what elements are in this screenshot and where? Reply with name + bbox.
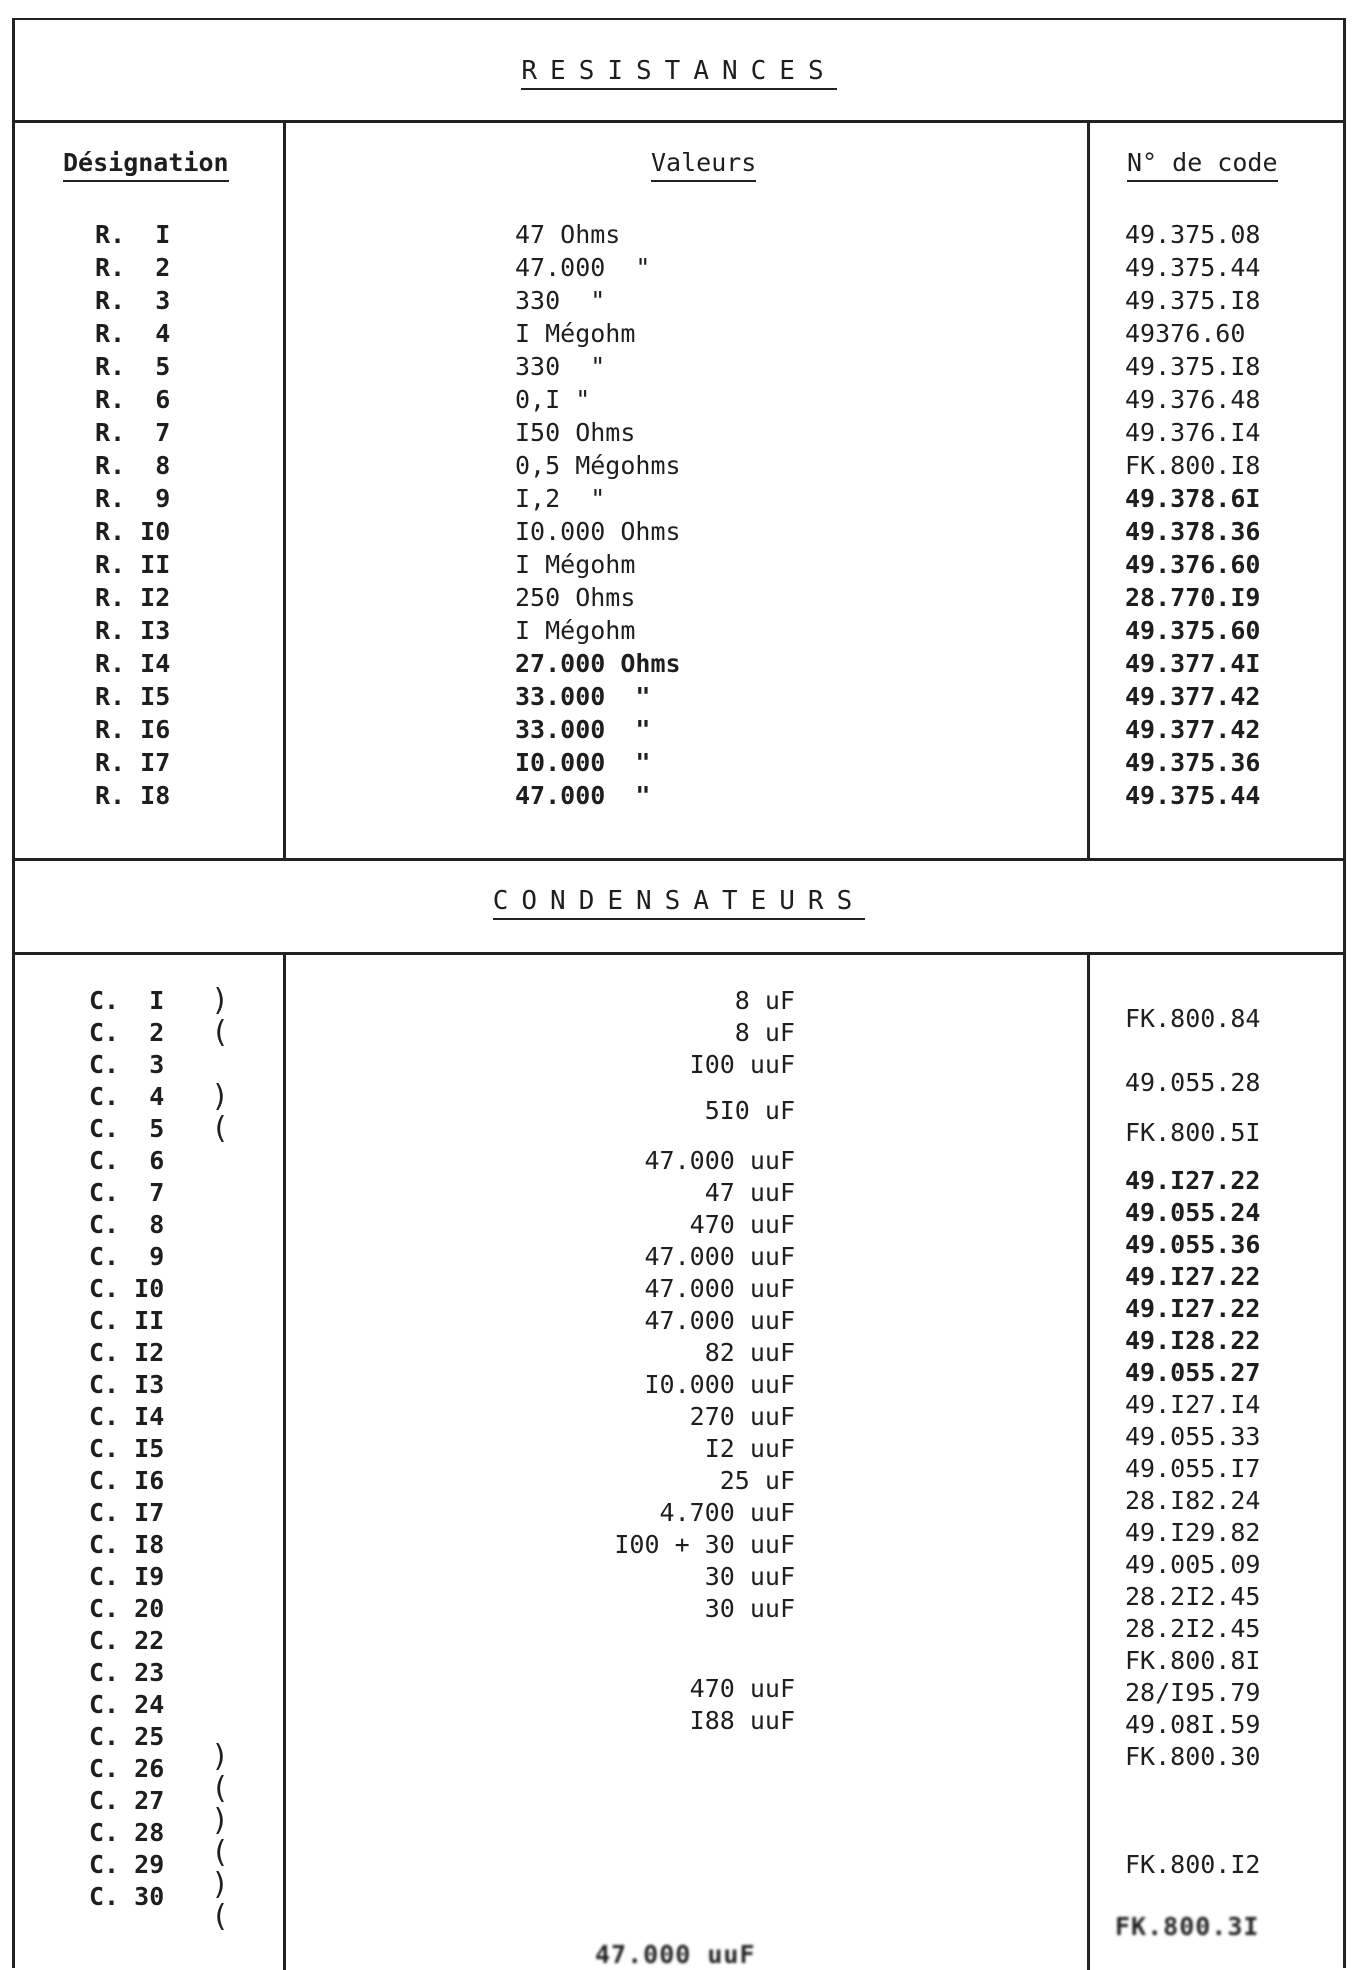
resistance-value: 47.000 " <box>515 781 651 810</box>
resistance-designation: R. I6 <box>95 715 171 744</box>
capacitor-designation: C. 20 <box>89 1594 165 1623</box>
capacitor-code: FK.800.I2 <box>1125 1850 1261 1879</box>
resistance-value: 330 " <box>515 286 606 315</box>
resistance-value: 330 " <box>515 352 606 381</box>
column-divider <box>1087 954 1090 1970</box>
capacitor-value: 270 uuF <box>689 1402 795 1431</box>
capacitor-code: 28.2I2.45 <box>1125 1582 1261 1611</box>
capacitor-designation: C. I4 <box>89 1402 165 1431</box>
resistance-value: I50 Ohms <box>515 418 636 447</box>
group-bracket: ( <box>211 1015 230 1050</box>
resistance-code: 49376.60 <box>1125 319 1246 348</box>
group-bracket: ) <box>211 1739 230 1774</box>
resistance-code: 28.770.I9 <box>1125 583 1261 612</box>
capacitor-value: I00 + 30 uuF <box>614 1530 795 1559</box>
capacitor-value: I88 uuF <box>689 1706 795 1735</box>
resistance-designation: R. 4 <box>95 319 171 348</box>
capacitor-designation: C. II <box>89 1306 165 1335</box>
designation-header: Désignation <box>63 148 229 177</box>
capacitor-designation: C. 30 <box>89 1882 165 1911</box>
resistance-designation: R. 6 <box>95 385 171 414</box>
resistance-code: 49.377.42 <box>1125 682 1261 711</box>
capacitor-designation: C. I8 <box>89 1530 165 1559</box>
resistance-code: 49.375.44 <box>1125 253 1261 282</box>
capacitor-code: 49.I28.22 <box>1125 1326 1261 1355</box>
capacitor-designation: C. 5 <box>89 1114 165 1143</box>
group-bracket: ( <box>211 1771 230 1806</box>
code-header: N° de code <box>1127 148 1278 177</box>
resistance-code: 49.375.36 <box>1125 748 1261 777</box>
capacitor-designation: C. 3 <box>89 1050 165 1079</box>
resistance-value: 47.000 " <box>515 253 651 282</box>
resistance-designation: R. I8 <box>95 781 171 810</box>
resistance-value: I0.000 Ohms <box>515 517 681 546</box>
capacitor-value: 82 uuF <box>704 1338 795 1367</box>
capacitor-designation: C. I9 <box>89 1562 165 1591</box>
capacitor-value: 30 uuF <box>704 1594 795 1623</box>
capacitor-code: FK.800.5I <box>1125 1118 1261 1147</box>
resistance-code: 49.375.I8 <box>1125 286 1261 315</box>
capacitor-code: 49.055.24 <box>1125 1198 1261 1227</box>
capacitor-code: 49.I27.22 <box>1125 1262 1261 1291</box>
group-bracket: ) <box>211 983 230 1018</box>
resistance-designation: R. I3 <box>95 616 171 645</box>
capacitor-designation: C. I6 <box>89 1466 165 1495</box>
group-bracket: ) <box>211 1867 230 1902</box>
capacitor-code: FK.800.8I <box>1125 1646 1261 1675</box>
capacitor-code: 49.005.09 <box>1125 1550 1261 1579</box>
capacitor-designation: C. 4 <box>89 1082 165 1111</box>
resistance-value: 33.000 " <box>515 715 651 744</box>
resistance-designation: R. I7 <box>95 748 171 777</box>
capacitor-code: 28/I95.79 <box>1125 1678 1261 1707</box>
condensateurs-title: CONDENSATEURS <box>15 886 1343 916</box>
capacitor-designation: C. 25 <box>89 1722 165 1751</box>
capacitor-designation: C. I0 <box>89 1274 165 1303</box>
capacitor-value: 8 uF <box>734 1018 795 1047</box>
capacitor-bottom-value: 47.000 uuF <box>595 1940 756 1969</box>
capacitor-designation: C. 24 <box>89 1690 165 1719</box>
resistance-designation: R. 8 <box>95 451 171 480</box>
capacitor-value: I00 uuF <box>689 1050 795 1079</box>
capacitor-code: 49.055.33 <box>1125 1422 1261 1451</box>
resistance-value: 47 Ohms <box>515 220 621 249</box>
column-divider <box>283 122 286 858</box>
resistance-designation: R. I4 <box>95 649 171 678</box>
capacitor-designation: C. 6 <box>89 1146 165 1175</box>
capacitor-value: 25 uF <box>719 1466 795 1495</box>
resistance-designation: R. 9 <box>95 484 171 513</box>
capacitor-value: I0.000 uuF <box>644 1370 795 1399</box>
group-bracket: ) <box>211 1803 230 1838</box>
capacitor-designation: C. 8 <box>89 1210 165 1239</box>
capacitor-code: 28.I82.24 <box>1125 1486 1261 1515</box>
capacitor-designation: C. 23 <box>89 1658 165 1687</box>
resistance-value: 250 Ohms <box>515 583 636 612</box>
capacitor-code: 28.2I2.45 <box>1125 1614 1261 1643</box>
resistance-designation: R. 5 <box>95 352 171 381</box>
group-bracket: ) <box>211 1079 230 1114</box>
resistance-code: FK.800.I8 <box>1125 451 1261 480</box>
capacitor-code: 49.055.28 <box>1125 1068 1261 1097</box>
capacitor-code: 49.055.I7 <box>1125 1454 1261 1483</box>
capacitor-designation: C. 27 <box>89 1786 165 1815</box>
resistance-value: I Mégohm <box>515 616 636 645</box>
resistance-value: 0,5 Mégohms <box>515 451 681 480</box>
group-bracket: ( <box>211 1111 230 1146</box>
resistance-code: 49.375.I8 <box>1125 352 1261 381</box>
divider <box>15 120 1343 123</box>
capacitor-value: I2 uuF <box>704 1434 795 1463</box>
capacitor-designation: C. I7 <box>89 1498 165 1527</box>
capacitor-designation: C. I <box>89 986 165 1015</box>
capacitor-code: 49.055.27 <box>1125 1358 1261 1387</box>
valeurs-header: Valeurs <box>651 148 756 177</box>
resistance-designation: R. I2 <box>95 583 171 612</box>
capacitor-value: 47.000 uuF <box>644 1274 795 1303</box>
resistance-designation: R. I0 <box>95 517 171 546</box>
resistance-code: 49.377.4I <box>1125 649 1261 678</box>
capacitor-value: 47.000 uuF <box>644 1306 795 1335</box>
capacitor-designation: C. I5 <box>89 1434 165 1463</box>
capacitor-code: 49.055.36 <box>1125 1230 1261 1259</box>
capacitor-designation: C. 7 <box>89 1178 165 1207</box>
resistance-designation: R. 3 <box>95 286 171 315</box>
column-divider <box>283 954 286 1970</box>
resistance-code: 49.378.6I <box>1125 484 1261 513</box>
capacitor-code: 49.I27.22 <box>1125 1294 1261 1323</box>
parts-sheet <box>12 18 1346 1968</box>
resistance-code: 49.376.60 <box>1125 550 1261 579</box>
resistance-value: 0,I " <box>515 385 591 414</box>
capacitor-designation: C. 2 <box>89 1018 165 1047</box>
group-bracket: ( <box>211 1835 230 1870</box>
resistance-code: 49.377.42 <box>1125 715 1261 744</box>
capacitor-code: 49.I27.I4 <box>1125 1390 1261 1419</box>
resistances-title: RESISTANCES <box>15 56 1343 86</box>
capacitor-designation: C. 26 <box>89 1754 165 1783</box>
capacitor-designation: C. 9 <box>89 1242 165 1271</box>
capacitor-value: 5I0 uF <box>704 1096 795 1125</box>
capacitor-code: 49.08I.59 <box>1125 1710 1261 1739</box>
resistance-code: 49.375.44 <box>1125 781 1261 810</box>
capacitor-code: 49.I27.22 <box>1125 1166 1261 1195</box>
capacitor-bottom-code: FK.800.3I <box>1115 1912 1260 1941</box>
divider <box>15 952 1343 955</box>
capacitor-designation: C. 28 <box>89 1818 165 1847</box>
resistance-code: 49.378.36 <box>1125 517 1261 546</box>
resistance-code: 49.376.I4 <box>1125 418 1261 447</box>
resistance-designation: R. II <box>95 550 171 579</box>
capacitor-designation: C. I2 <box>89 1338 165 1367</box>
capacitor-value: 47.000 uuF <box>644 1146 795 1175</box>
divider <box>15 858 1343 861</box>
group-bracket: ( <box>211 1899 230 1934</box>
capacitor-designation: C. 29 <box>89 1850 165 1879</box>
column-divider <box>1087 122 1090 858</box>
resistance-value: 33.000 " <box>515 682 651 711</box>
capacitor-designation: C. 22 <box>89 1626 165 1655</box>
capacitor-code: 49.I29.82 <box>1125 1518 1261 1547</box>
capacitor-value: 8 uF <box>734 986 795 1015</box>
capacitor-value: 47.000 uuF <box>644 1242 795 1271</box>
capacitor-value: 470 uuF <box>689 1210 795 1239</box>
resistance-designation: R. I <box>95 220 171 249</box>
capacitor-value: 47 uuF <box>704 1178 795 1207</box>
resistance-designation: R. 2 <box>95 253 171 282</box>
capacitor-value: 30 uuF <box>704 1562 795 1591</box>
capacitor-designation: C. I3 <box>89 1370 165 1399</box>
capacitor-value: 470 uuF <box>689 1674 795 1703</box>
resistance-designation: R. 7 <box>95 418 171 447</box>
resistance-value: 27.000 Ohms <box>515 649 681 678</box>
capacitor-code: FK.800.84 <box>1125 1004 1261 1033</box>
resistance-value: I Mégohm <box>515 550 636 579</box>
resistance-code: 49.375.08 <box>1125 220 1261 249</box>
resistance-value: I0.000 " <box>515 748 651 777</box>
resistance-designation: R. I5 <box>95 682 171 711</box>
capacitor-code: FK.800.30 <box>1125 1742 1261 1771</box>
resistance-code: 49.375.60 <box>1125 616 1261 645</box>
capacitor-value: 4.700 uuF <box>659 1498 795 1527</box>
resistance-value: I Mégohm <box>515 319 636 348</box>
resistance-code: 49.376.48 <box>1125 385 1261 414</box>
resistance-value: I,2 " <box>515 484 606 513</box>
